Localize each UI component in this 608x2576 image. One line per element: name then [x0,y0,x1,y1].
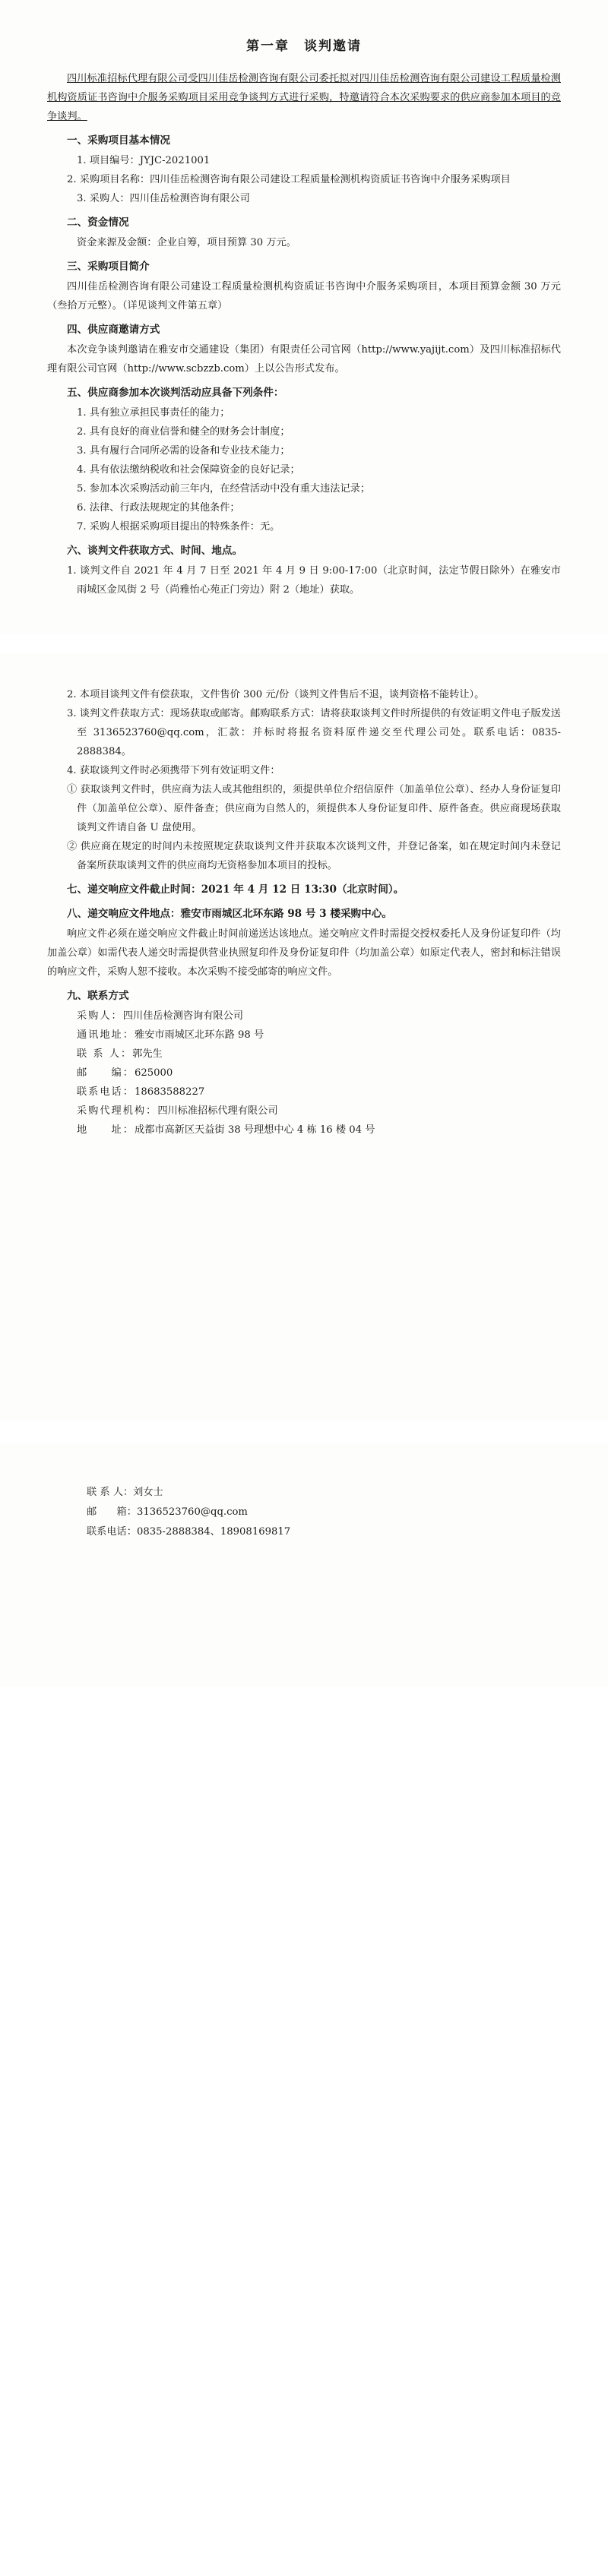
document-page-2 [0,653,608,1421]
section-8-item-1: 响应文件必须在递交响应文件截止时间前递送达该地点。递交响应文件时需提交授权委托人及身份证复印件（均加盖公章）如需代表人递交时需提供营业执照复印件及身份证复印件（均加盖公章）如原定代表人，密封和标注错误的响应文件，采购人恕不接收。本次采购不接受邮寄的响应文件。 [47,928,561,978]
contact-value-purchaser: 四川佳岳检测咨询有限公司 [122,1010,243,1022]
section-5-item-2: 2. 具有良好的商业信誉和健全的财务会计制度； [77,426,290,438]
section-6-item-4: 4. 获取谈判文件时必须携带下列有效证明文件： [67,765,280,776]
section-heading-8: 八、递交响应文件地点：雅安市雨城区北环东路 98 号 3 楼采购中心。 [67,908,392,920]
contact-value-zip: 625000 [134,1067,173,1079]
contact-label-agency-address: 地 址： [77,1124,135,1136]
contact-row-agency-address [47,1120,561,1139]
p3-contact-row-email [47,1503,561,1522]
section-1-item-2: 2. 采购项目名称：四川佳岳检测咨询有限公司建设工程质量检测机构资质证书咨询中介服务采购项目 [67,174,511,185]
section-5-item-5: 5. 参加本次采购活动前三年内，在经营活动中没有重大违法记录； [77,483,371,495]
section-heading-7: 七、递交响应文件截止时间：2021 年 4 月 12 日 13:30（北京时间）。 [67,883,404,896]
p3-contact-label-person: 联 系 人： [87,1487,134,1498]
contact-label-phone: 联系电话： [77,1086,135,1098]
contact-value-phone: 18683588227 [134,1086,205,1098]
intro-paragraph: 四川标准招标代理有限公司受四川佳岳检测咨询有限公司委托拟对四川佳岳检测咨询有限公司建设工程质量检测机构资质证书咨询中介服务采购项目采用竞争谈判方式进行采购，特邀请符合本次采购要求的供应商参加本项目的竞争谈判。 [47,73,561,122]
section-6-item-1: 1. 谈判文件自 2021 年 4 月 7 日至 2021 年 4 月 9 日 9:00-17:00（北京时间，法定节假日除外）在雅安市雨城区金凤街 2 号（尚雅怡心苑正门旁边）附 2（地址）获取。 [67,565,561,596]
contact-row-zip [47,1064,561,1083]
contact-label-agency: 采购代理机构： [77,1105,158,1117]
section-5-item-3: 3. 具有履行合同所必需的设备和专业技术能力； [77,445,290,457]
section-5-item-1: 1. 具有独立承担民事责任的能力； [77,407,230,419]
p3-contact-value-email: 3136523760@qq.com [136,1506,248,1518]
contact-label-zip: 邮 编： [77,1067,135,1079]
contact-row-phone [47,1083,561,1102]
contact-row-agency [47,1102,561,1120]
section-heading-5: 五、供应商参加本次谈判活动应具备下列条件： [67,387,284,399]
p3-contact-label-phone: 联系电话： [87,1526,137,1538]
section-5-item-4: 4. 具有依法缴纳税收和社会保障资金的良好记录； [77,464,300,476]
contact-label-address: 通讯地址： [77,1029,135,1041]
contact-value-agency-address: 成都市高新区天益街 38 号理想中心 4 栋 16 楼 04 号 [134,1124,375,1136]
section-heading-9: 九、联系方式 [67,990,129,1002]
section-6-item-6: ② 供应商在规定的时间内未按照规定获取谈判文件并获取本次谈判文件，并登记备案，如在规定时间内未登记备案所获取谈判文件的供应商均无资格参加本项目的投标。 [67,841,561,871]
contact-value-agency: 四川标准招标代理有限公司 [157,1105,278,1117]
section-1-item-3: 3. 采购人：四川佳岳检测咨询有限公司 [77,193,250,204]
document-page-1 [0,0,608,634]
section-heading-6: 六、谈判文件获取方式、时间、地点。 [67,545,243,557]
section-4-item-1: 本次竞争谈判邀请在雅安市交通建设（集团）有限责任公司官网（http://www.yajijt.com）及四川标准招标代理有限公司官网（http://www.scbzzb.com）上以公告形式发布。 [47,344,561,375]
contact-row-address [47,1026,561,1045]
section-heading-1: 一、采购项目基本情况 [67,134,170,147]
contact-value-address: 雅安市雨城区北环东路 98 号 [134,1029,264,1041]
contact-row-person [47,1045,561,1064]
section-heading-2: 二、资金情况 [67,217,129,229]
section-3-item-1: 四川佳岳检测咨询有限公司建设工程质量检测机构资质证书咨询中介服务采购项目，本项目预算金额 30 万元（叁拾万元整）。（详见谈判文件第五章） [47,281,561,311]
p3-contact-value-person: 刘女士 [133,1487,163,1498]
contact-value-person: 郭先生 [132,1048,163,1060]
contact-label-person: 联 系 人： [77,1048,133,1060]
section-6-item-2: 2. 本项目谈判文件有偿获取，文件售价 300 元/份（谈判文件售后不退，谈判资格不能转让）。 [67,689,485,700]
section-heading-3: 三、采购项目简介 [67,261,150,273]
section-5-item-6: 6. 法律、行政法规规定的其他条件； [77,502,240,514]
section-5-item-7: 7. 采购人根据采购项目提出的特殊条件：无。 [77,521,280,533]
p3-contact-row-phone [47,1522,561,1542]
p3-contact-row-person [47,1483,561,1503]
p3-contact-label-email: 邮 箱： [87,1506,137,1518]
section-6-item-5: ① 获取谈判文件时，供应商为法人或其他组织的，须提供单位介绍信原件（加盖单位公章）、经办人身份证复印件（加盖单位公章）、原件备查；供应商为自然人的，须提供本人身份证复印件、原件备查。供应商现场获取谈判文件请自备 U 盘使用。 [67,784,561,833]
section-1-item-1: 1. 项目编号：JYJC-2021001 [77,155,211,166]
document-page-3 [0,1443,608,1686]
section-6-item-3: 3. 谈判文件获取方式：现场获取或邮寄。邮购联系方式：请将获取谈判文件时所提供的有效证明文件电子版发送至 3136523760@qq.com，汇款：并标时将报名资料原件递交至代理公司处。联系电话：0835-2888384。 [67,708,561,757]
p3-contact-value-phone: 0835-2888384、18908169817 [136,1526,291,1538]
contact-label-purchaser: 采购人： [77,1010,123,1022]
section-2-item-1: 资金来源及金额：企业自筹，项目预算 30 万元。 [77,237,296,248]
section-heading-4: 四、供应商邀请方式 [67,324,160,336]
page-title: 第一章 谈判邀请 [246,39,362,54]
contact-row-purchaser [47,1007,561,1026]
